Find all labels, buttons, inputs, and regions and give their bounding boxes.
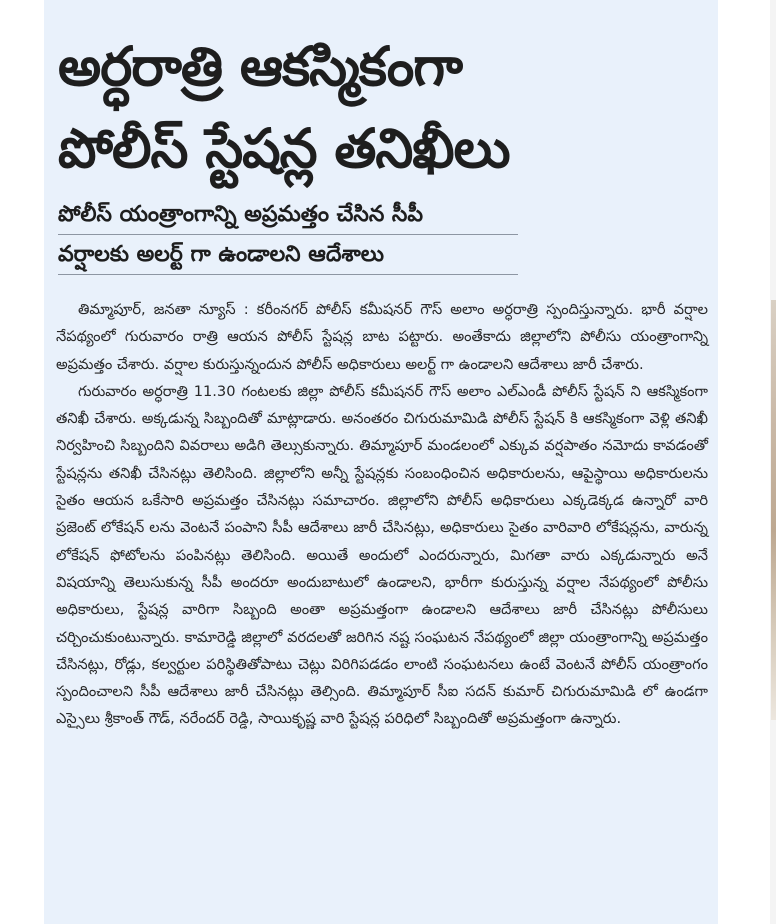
article-paragraph-2: గురువారం అర్ధరాత్రి 11.30 గంటలకు జిల్లా పోలీస్ కమీషనర్ గౌస్ అలాం ఎల్ఎండీ పోలీస్ స్టేషన్ ని ఆకస్మికంగా తనిఖీ చేశారు. అక్కడున్న సిబ్బందితో మాట్లాడారు. అనంతరం చిగురుమామిడి పోలీస్ స్టేషన్ కి ఆకస్మికంగా వెళ్లి తనిఖీ నిర్వహించి సిబ్బందిని వివరాలు అడిగి తెల్సుకున్నారు. తిమ్మాపూర్ మండలంలో ఎక్కువ వర్షపాతం నమోదు కావడంతో స్టేషన్లను తనిఖీ చేసినట్లు తెలిసింది. జిల్లాలోని అన్నీ స్టేషన్లకు సంబంధించిన అధికారులను, ఆపైస్థాయి అధికారులను సైతం ఆయన ఒకేసారి అప్రమత్తం చేసినట్లు సమాచారం. జిల్లాలోని పోలీస్ అధికారులు ఎక్కడెక్కడ ఉన్నారో వారి ప్రజెంట్ లోకేషన్ లను వెంటనే పంపాని సీపీ ఆదేశాలు జారీ చేసినట్లు, అధికారులు సైతం వారివారి లోకేషన్లను, వారున్న లోకేషన్ ఫోటోలను పంపినట్లు తెలిసింది. అయితే అందులో ఎందరున్నారు, మిగతా వారు ఎక్కడున్నారు అనే విషయాన్ని తెలుసుకున్న సీపీ అందరూ అందుబాటులో ఉండాలని, భారీగా కురుస్తున్న వర్షాల నేపథ్యంలో పోలీసు అధికారులు, స్టేషన్ల వారిగా సిబ్బంది అంతా అప్రమత్తంగా ఉండాలని ఆదేశాలు జారీ చేసినట్లు పోలీసులు చర్చించుకుంటున్నారు. కామారెడ్డి జిల్లాలో వరదలతో జరిగిన నష్ట సంఘటన నేపథ్యంలో జిల్లా యంత్రాంగాన్ని అప్రమత్తం చేసినట్లు, రోడ్లు, కల్వర్టుల పరిస్థితితోపాటు చెట్లు విరిగిపడడం లాంటి సంఘటనలు ఉంటే వెంటనే పోలీస్ యంత్రాంగం స్పందించాలని సీపీ ఆదేశాలు జారీ చేసినట్లు తెల్సింది. తిమ్మాపూర్ సీఐ సదన్ కుమార్ చిగురుమామిడి లో ఉండగా ఎస్సైలు శ్రీకాంత్ గౌడ్, నరేందర్ రెడ్డి, సాయికృష్ణ వారి స్టేషన్ల పరిధిలో సిబ్బందితో అప్రమత్తంగా ఉన్నారు. <box>56 382 708 728</box>
news-article-clipping <box>44 0 718 924</box>
headline-line-2: పోలీస్ స్టేషన్ల తనిఖీలు <box>58 117 510 180</box>
subheading-1: పోలీస్ యంత్రాంగాన్ని అప్రమత్తం చేసిన సీపీ <box>58 200 518 235</box>
headline <box>58 26 708 190</box>
adjacent-column-edge <box>770 0 776 924</box>
adjacent-photo-edge <box>771 300 776 720</box>
page-left-margin <box>0 0 44 924</box>
page-right-gutter <box>718 0 770 924</box>
article-paragraph-1: తిమ్మాపూర్, జనతా న్యూస్ : కరీంనగర్ పోలీస్ కమీషనర్ గౌస్ అలాం అర్ధరాత్రి స్పందిస్తున్నారు. భారీ వర్షాల నేపథ్యంలో గురువారం రాత్రి ఆయన పోలీస్ స్టేషన్ల బాట పట్టారు. అంతేకాదు జిల్లాలోని పోలీసు యంత్రాంగాన్ని అప్రమత్తం చేశారు. వర్షాల కురుస్తున్నందున పోలీస్ అధికారులు అలర్ట్ గా ఉండాలని ఆదేశాలు జారీ చేశారు. <box>56 301 708 373</box>
subheading-2: వర్షాలకు అలర్ట్ గా ఉండాలని ఆదేశాలు <box>58 240 518 275</box>
headline-line-1: అర్ధరాత్రి ఆకస్మికంగా <box>58 35 463 98</box>
article-body <box>56 296 708 733</box>
